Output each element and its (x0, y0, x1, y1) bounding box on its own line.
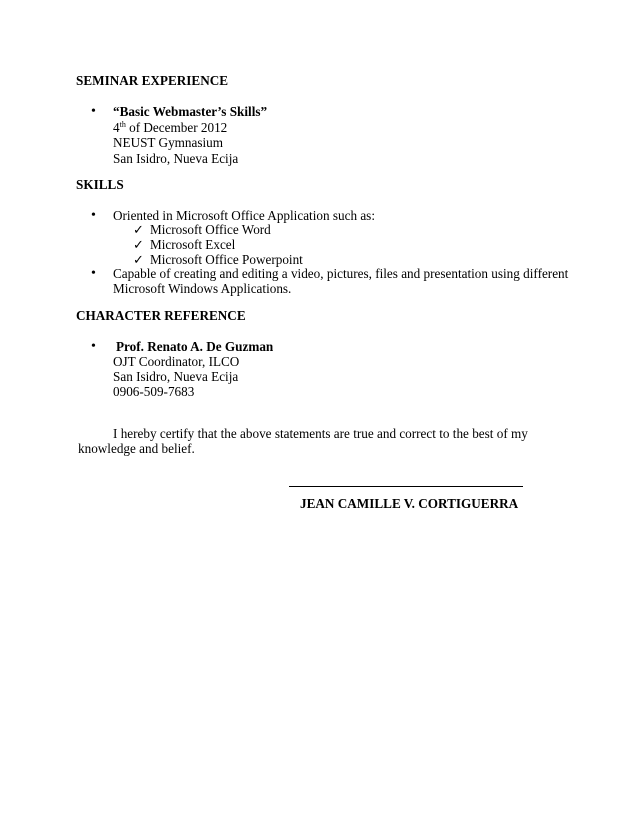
skill-subitem: ✓ Microsoft Office Word (133, 222, 271, 237)
seminar-location: San Isidro, Nueva Ecija (113, 151, 239, 166)
bullet-icon: • (91, 208, 96, 223)
reference-name: Prof. Renato A. De Guzman (116, 339, 274, 354)
skill-item-media-cont: Microsoft Windows Applications. (113, 281, 292, 296)
signature-line (289, 486, 523, 487)
seminar-heading: SEMINAR EXPERIENCE (76, 73, 229, 88)
bullet-icon: • (91, 266, 96, 281)
seminar-date: 4th of December 2012 (113, 120, 228, 135)
reference-heading: CHARACTER REFERENCE (76, 308, 246, 323)
reference-address: San Isidro, Nueva Ecija (113, 369, 239, 384)
seminar-venue: NEUST Gymnasium (113, 135, 224, 150)
certification-line2: knowledge and belief. (78, 441, 195, 456)
skill-item-office: Oriented in Microsoft Office Application such as: (113, 208, 375, 223)
skill-subitem: ✓ Microsoft Excel (133, 237, 236, 252)
checkmark-icon: ✓ (133, 222, 145, 237)
seminar-title: “Basic Webmaster’s Skills” (113, 104, 268, 119)
certification-line1: I hereby certify that the above statements are true and correct to the best of my (113, 426, 528, 441)
checkmark-icon: ✓ (133, 237, 145, 252)
checkmark-icon: ✓ (133, 252, 145, 267)
skill-item-media: Capable of creating and editing a video, pictures, files and presentation using different (113, 266, 569, 281)
skills-heading: SKILLS (76, 177, 124, 192)
reference-position: OJT Coordinator, ILCO (113, 354, 240, 369)
signature-name: JEAN CAMILLE V. CORTIGUERRA (300, 496, 519, 511)
bullet-icon: • (91, 339, 96, 354)
skill-subitem: ✓ Microsoft Office Powerpoint (133, 252, 303, 267)
reference-phone: 0906-509-7683 (113, 384, 195, 399)
bullet-icon: • (91, 104, 96, 119)
